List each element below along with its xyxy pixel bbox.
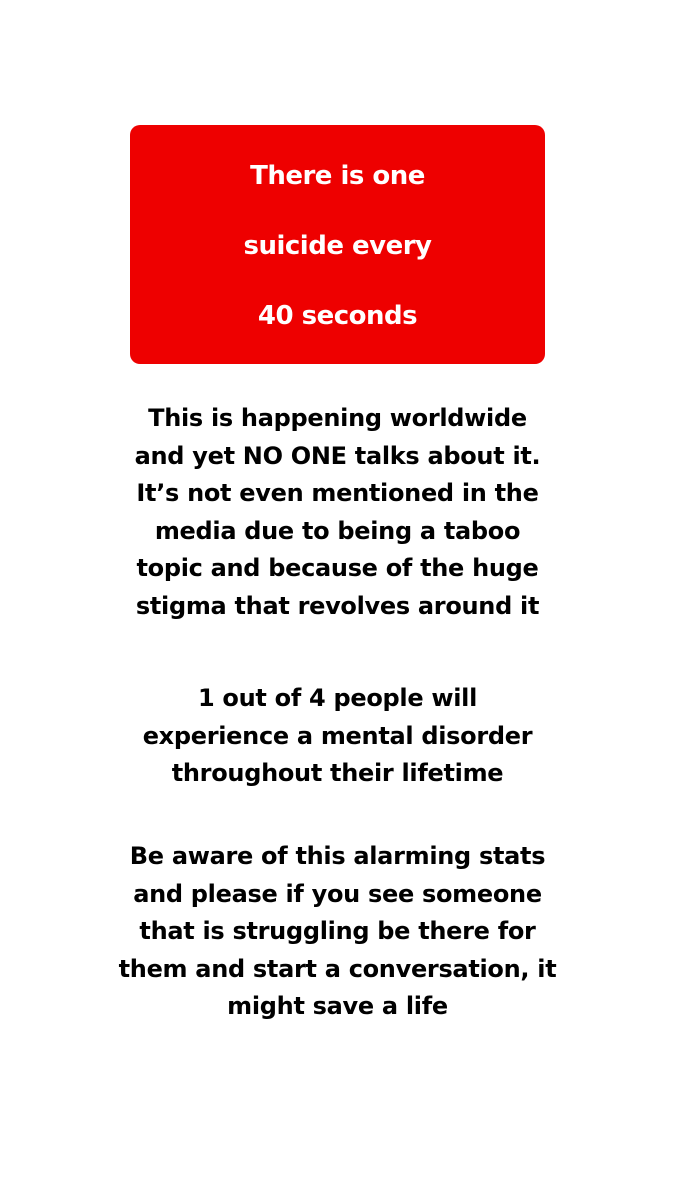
- paragraph-line: and yet NO ONE talks about it.: [134, 441, 541, 470]
- paragraph-line: stigma that revolves around it: [135, 591, 540, 620]
- paragraph-line: that is struggling be there for: [139, 917, 536, 945]
- paragraph-call-to-action: [20, 838, 655, 1026]
- paragraph-line: experience a mental disorder: [142, 721, 533, 750]
- headline-line: suicide every: [243, 231, 432, 261]
- paragraph-line: This is happening worldwide: [148, 404, 527, 432]
- paragraph-line: topic and because of the huge: [136, 554, 539, 582]
- paragraph-line: throughout their lifetime: [171, 759, 504, 787]
- paragraph-line: might save a life: [227, 992, 448, 1020]
- paragraph-line: 1 out of 4 people will: [197, 684, 478, 712]
- headline-line: There is one: [250, 161, 425, 191]
- paragraph-worldwide: [20, 400, 655, 625]
- paragraph-line: It’s not even mentioned in the: [136, 479, 539, 507]
- paragraph-line: media due to being a taboo: [154, 516, 521, 545]
- paragraph-line: and please if you see someone: [133, 879, 542, 908]
- headline-line: 40 seconds: [257, 301, 418, 331]
- paragraph-line: Be aware of this alarming stats: [129, 842, 546, 870]
- headline-banner: [130, 125, 545, 364]
- paragraph-statistic: [20, 680, 655, 793]
- paragraph-line: them and start a conversation, it: [118, 954, 557, 983]
